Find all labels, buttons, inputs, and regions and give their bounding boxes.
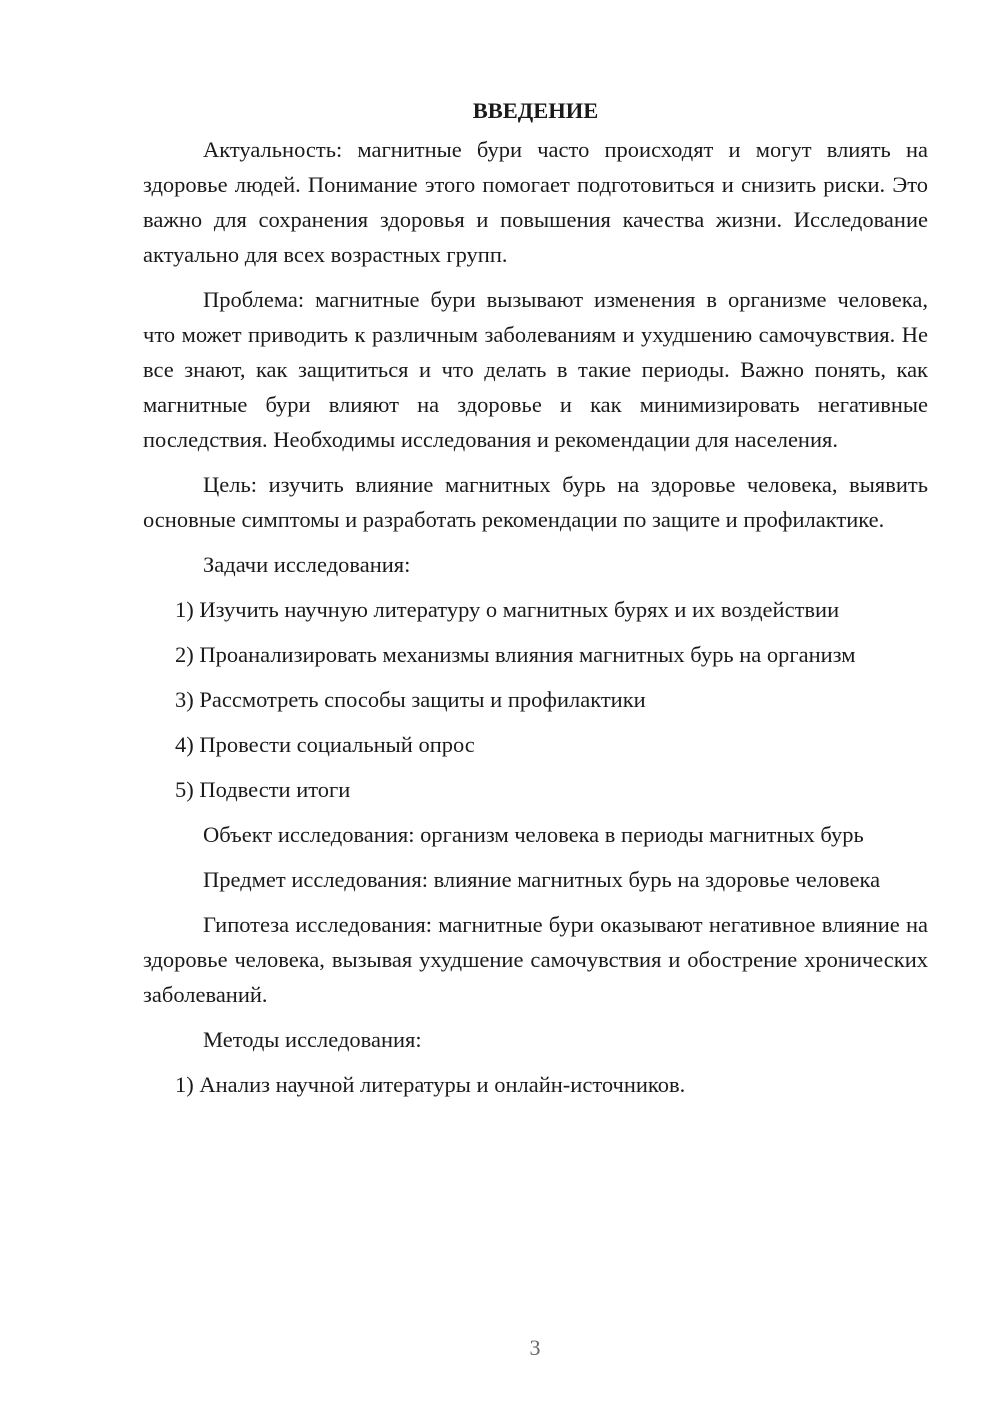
goal-paragraph: Цель: изучить влияние магнитных бурь на здоровье человека, выявить основные симптомы и разработать рекомендации по защите и профилактике. <box>143 472 928 532</box>
tasks-heading: Задачи исследования: <box>203 552 411 577</box>
page-number: 3 <box>529 1335 541 1360</box>
page-content <box>143 93 928 1112</box>
methods-heading: Методы исследования: <box>203 1027 422 1052</box>
relevance-paragraph: Актуальность: магнитные бури часто происходят и могут влиять на здоровье людей. Понимание этого помогает подготовиться и снизить риски. Это важно для сохранения здоровья и повышения качества жизни. Исследование актуально для всех возрастных групп. <box>143 137 928 267</box>
task-item-1: 1) Изучить научную литературу о магнитных бурях и их воздействии <box>175 597 840 622</box>
task-item-2: 2) Проанализировать механизмы влияния магнитных бурь на организм <box>175 642 856 667</box>
task-item-5: 5) Подвести итоги <box>175 777 351 802</box>
section-title: ВВЕДЕНИЕ <box>472 98 599 123</box>
problem-paragraph: Проблема: магнитные бури вызывают изменения в организме человека, что может приводить к различным заболеваниям и ухудшению самочувствия. Не все знают, как защититься и что делать в такие периоды. Важно понять, как магнитные бури влияют на здоровье и как минимизировать негативные последствия. Необходимы исследования и рекомендации для населения. <box>143 287 928 452</box>
method-item-1: 1) Анализ научной литературы и онлайн-источников. <box>175 1072 686 1097</box>
task-item-3: 3) Рассмотреть способы защиты и профилактики <box>175 687 646 712</box>
hypothesis-paragraph: Гипотеза исследования: магнитные бури оказывают негативное влияние на здоровье человека, вызывая ухудшение самочувствия и обострение хронических заболеваний. <box>143 912 928 1007</box>
task-item-4: 4) Провести социальный опрос <box>175 732 475 757</box>
object-paragraph: Объект исследования: организм человека в периоды магнитных бурь <box>203 822 864 847</box>
subject-paragraph: Предмет исследования: влияние магнитных бурь на здоровье человека <box>203 867 881 892</box>
